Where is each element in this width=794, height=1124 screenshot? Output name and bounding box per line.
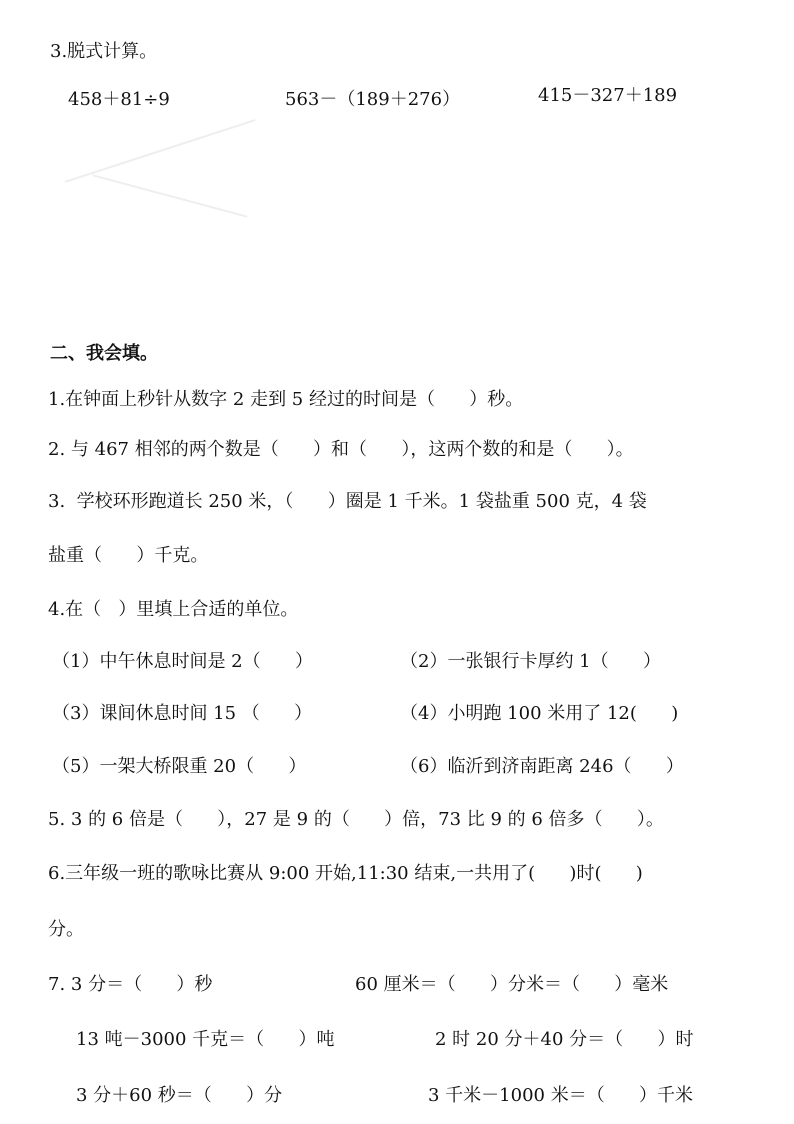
calc-problem: 415－327＋189 xyxy=(538,85,678,106)
unit-item: （4）小明跑 100 米用了 12( ) xyxy=(400,703,679,724)
conversion-item: 3 分＋60 秒＝（ ）分 xyxy=(76,1085,283,1106)
question-6-line2: 分。 xyxy=(48,919,84,940)
conversion-item: 3 千米－1000 米＝（ ）千米 xyxy=(428,1085,694,1106)
unit-item: （6）临沂到济南距离 246（ ） xyxy=(400,756,684,777)
scan-smudge xyxy=(92,174,247,217)
conversion-item: 60 厘米＝（ ）分米＝（ ）毫米 xyxy=(355,974,669,995)
calc-problem: 458＋81÷9 xyxy=(68,89,170,110)
question-6-line1: 6.三年级一班的歌咏比赛从 9:00 开始,11:30 结束,一共用了( )时( ) xyxy=(48,863,643,884)
question-2: 2. 与 467 相邻的两个数是（ ）和（ ），这两个数的和是（ ）。 xyxy=(48,439,634,460)
section-title: 3.脱式计算。 xyxy=(50,41,158,62)
question-1: 1.在钟面上秒针从数字 2 走到 5 经过的时间是（ ）秒。 xyxy=(48,389,524,410)
section-header: 二、我会填。 xyxy=(50,343,158,364)
unit-item: （1）中午休息时间是 2（ ） xyxy=(52,651,313,672)
unit-item: （2）一张银行卡厚约 1（ ） xyxy=(400,651,661,672)
unit-item: （3）课间休息时间 15 （ ） xyxy=(52,703,313,724)
calc-problem: 563－（189＋276） xyxy=(285,89,461,110)
question-5: 5. 3 的 6 倍是（ ），27 是 9 的（ ）倍，73 比 9 的 6 倍多（ ）。 xyxy=(48,809,664,830)
conversion-item: 2 时 20 分＋40 分＝（ ）时 xyxy=(435,1029,694,1050)
scan-smudge xyxy=(65,119,256,183)
unit-item: （5）一架大桥限重 20（ ） xyxy=(52,756,307,777)
conversion-item: 7. 3 分＝（ ）秒 xyxy=(48,974,213,995)
question-4: 4.在（ ）里填上合适的单位。 xyxy=(48,599,299,620)
conversion-item: 13 吨－3000 千克＝（ ）吨 xyxy=(76,1029,335,1050)
question-3-line1: 3. 学校环形跑道长 250 米，（ ）圈是 1 千米。1 袋盐重 500 克，4 袋 xyxy=(48,491,647,512)
question-3-line2: 盐重（ ）千克。 xyxy=(48,545,209,566)
